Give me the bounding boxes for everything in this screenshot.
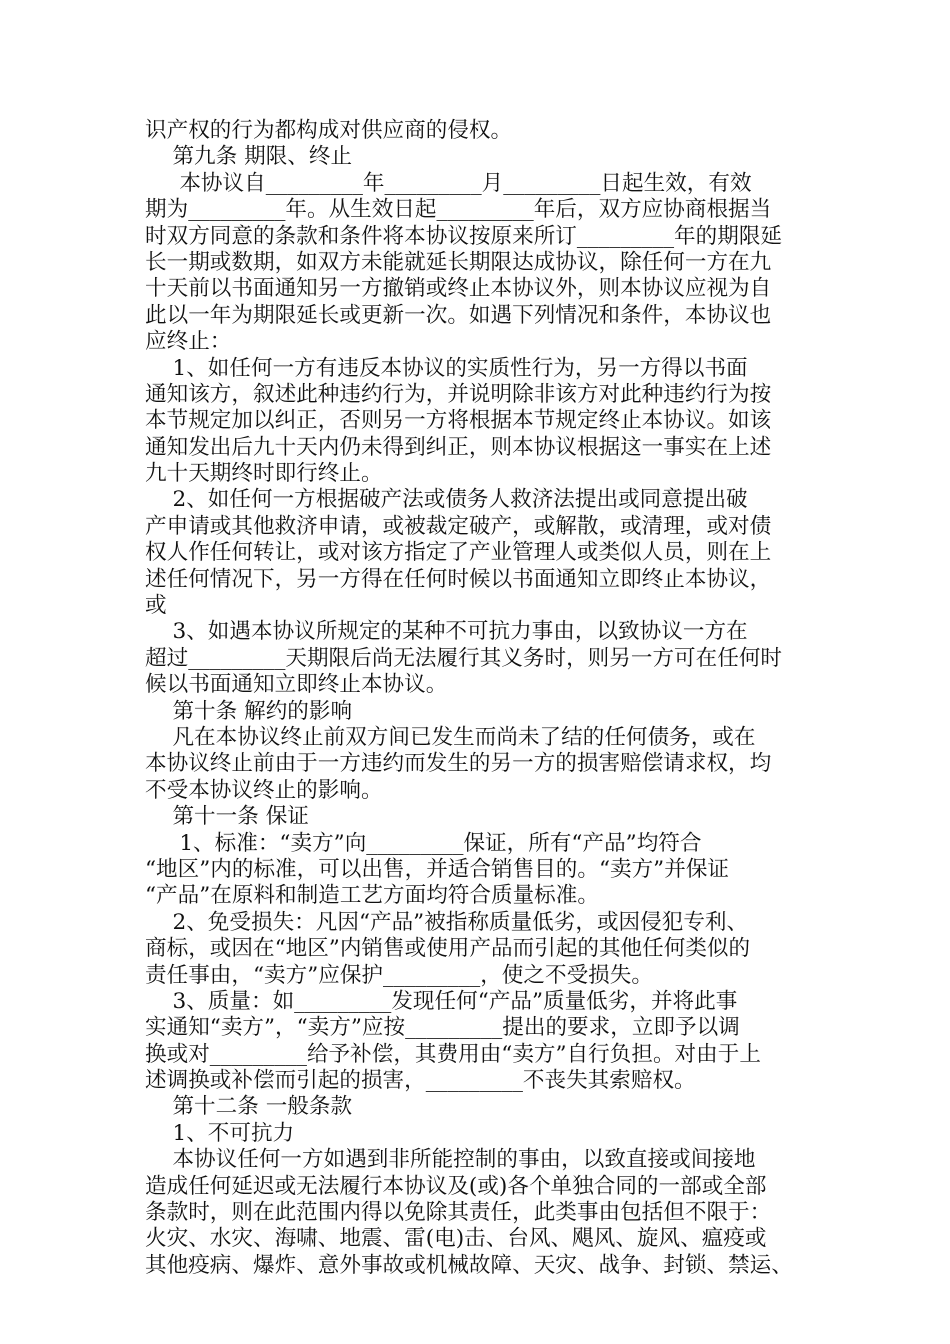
text-line: 产申请或其他救济申请，或被裁定破产，或解散，或清理，或对债	[145, 513, 772, 539]
text-line: 本节规定加以纠正，否则另一方将根据本节规定终止本协议。如该	[145, 408, 772, 434]
text-line: 九十天期终时即行终止。	[145, 461, 383, 487]
text-line: 长一期或数期，如双方未能就延长期限达成协议，除任何一方在九	[145, 249, 772, 275]
text-line: 造成任何延迟或无法履行本协议及(或)各个单独合同的一部或全部	[145, 1173, 767, 1199]
text-line: 2、免受损失：凡因“产品”被指称质量低劣，或因侵犯专利、	[145, 909, 749, 935]
section-heading-article-9: 第九条 期限、终止	[145, 144, 353, 170]
text-line: 其他疫病、爆炸、意外事故或机械故障、天灾、战争、封锁、禁运、	[145, 1252, 793, 1278]
text-line: 1、如任何一方有违反本协议的实质性行为，另一方得以书面	[145, 355, 748, 381]
text-line: 不受本协议终止的影响。	[145, 777, 383, 803]
text-line: 通知发出后九十天内仍未得到纠正，则本协议根据这一事实在上述	[145, 434, 772, 460]
text-line: 商标，或因在“地区”内销售或使用产品而引起的其他任何类似的	[145, 936, 751, 962]
text-line: 2、如任何一方根据破产法或债务人救济法提出或同意提出破	[145, 487, 748, 513]
text-line: 述任何情况下，另一方得在任何时候以书面通知立即终止本协议，	[145, 566, 772, 592]
text-line: 权人作任何转让，或对该方指定了产业管理人或类似人员，则在上	[145, 540, 772, 566]
text-line: 3、如遇本协议所规定的某种不可抗力事由，以致协议一方在	[145, 619, 748, 645]
text-line: 候以书面通知立即终止本协议。	[145, 672, 448, 698]
section-heading-article-12: 第十二条 一般条款	[145, 1094, 353, 1120]
text-line: 责任事由，“卖方”应保护_________，使之不受损失。	[145, 962, 653, 988]
section-heading-article-10: 第十条 解约的影响	[145, 698, 353, 724]
text-line: 通知该方，叙述此种违约行为，并说明除非该方对此种违约行为按	[145, 381, 772, 407]
text-line: 十天前以书面通知另一方撤销或终止本协议外，则本协议应视为自	[145, 276, 772, 302]
text-line: 条款时，则在此范围内得以免除其责任，此类事由包括但不限于：	[145, 1200, 772, 1226]
section-heading-article-11: 第十一条 保证	[145, 804, 309, 830]
text-line: 3、质量：如_________发现任何“产品”质量低劣，并将此事	[145, 988, 738, 1014]
text-line: 本协议终止前由于一方违约而发生的另一方的损害赔偿请求权，均	[145, 751, 772, 777]
text-line: 或	[145, 593, 167, 619]
text-line: 火灾、水灾、海啸、地震、雷(电)击、台风、飓风、旋风、瘟疫或	[145, 1226, 767, 1252]
text-line: 1、标准：“卖方”向_________保证，所有“产品”均符合	[145, 830, 702, 856]
text-line: 凡在本协议终止前双方间已发生而尚未了结的任何债务，或在	[145, 724, 756, 750]
text-line: 期为_________年。从生效日起_________年后，双方应协商根据当	[145, 197, 772, 223]
text-line: “地区”内的标准，可以出售，并适合销售目的。“卖方”并保证	[145, 856, 730, 882]
text-line: 此以一年为期限延长或更新一次。如遇下列情况和条件，本协议也	[145, 302, 772, 328]
text-line: 本协议任何一方如遇到非所能控制的事由，以致直接或间接地	[145, 1147, 756, 1173]
document-body	[145, 118, 810, 1279]
subsection-heading-force-majeure: 1、不可抗力	[145, 1120, 295, 1146]
text-line: 实通知“卖方”，“卖方”应按_________提出的要求，立即予以调	[145, 1015, 740, 1041]
text-line: 应终止：	[145, 329, 232, 355]
text-line: 换或对_________给予补偿，其费用由“卖方”自行负担。对由于上	[145, 1041, 761, 1067]
text-line: “产品”在原料和制造工艺方面均符合质量标准。	[145, 883, 599, 909]
text-line: 识产权的行为都构成对供应商的侵权。	[145, 118, 513, 143]
text-line: 超过_________天期限后尚无法履行其义务时，则另一方可在任何时	[145, 645, 783, 671]
text-line: 述调换或补偿而引起的损害，_________不丧失其索赔权。	[145, 1068, 696, 1094]
text-line: 时双方同意的条款和条件将本协议按原来所订_________年的期限延	[145, 223, 783, 249]
text-line: 本协议自_________年_________月_________日起生效，有效	[145, 170, 752, 196]
